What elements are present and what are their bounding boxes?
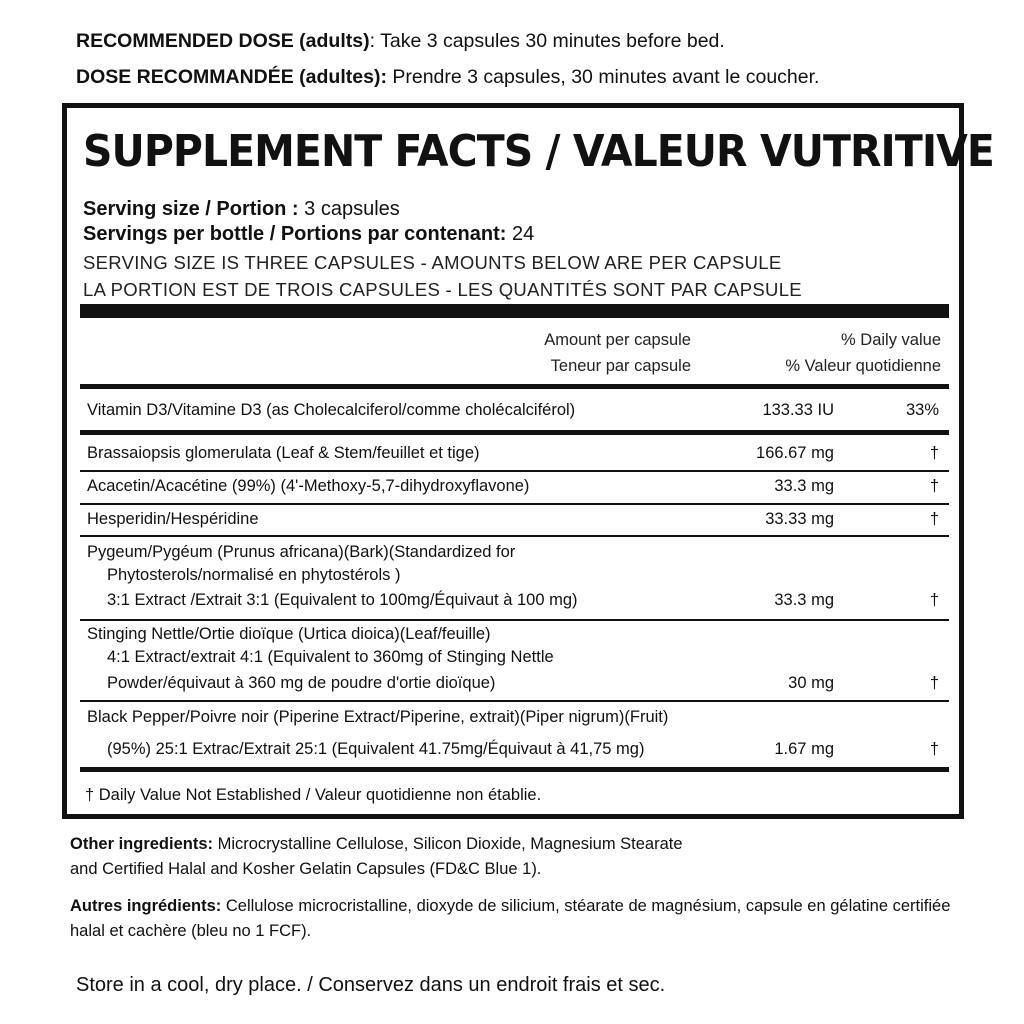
serving-size-value: 3 capsules (298, 198, 400, 220)
amount-vitamin-d3: 133.33 IU (762, 401, 834, 419)
header-dv-fr: % Valeur quotidienne (785, 357, 941, 375)
ingredient-detail-pygeum: Phytosterols/normalisé en phytostérols ) (107, 566, 401, 584)
row-divider (80, 470, 949, 472)
footnote: † Daily Value Not Established / Valeur quotidienne non établie. (85, 786, 542, 804)
serving-note-en: SERVING SIZE IS THREE CAPSULES - AMOUNTS BELOW ARE PER CAPSULE (83, 252, 782, 273)
thick-divider (80, 304, 949, 318)
ingredient-name-brassaiopsis: Brassaiopsis glomerulata (Leaf & Stem/feuillet et tige) (87, 444, 480, 462)
dv-hesperidin: † (929, 510, 939, 528)
recommended-dose-fr (76, 65, 819, 89)
ingredient-detail-stinging-nettle: 4:1 Extract/extrait 4:1 (Equivalent to 360mg of Stinging Nettle (107, 648, 554, 666)
header-amount-fr: Teneur par capsule (550, 357, 691, 375)
dv-black-pepper: † (929, 740, 939, 758)
amount-hesperidin: 33.33 mg (765, 510, 834, 528)
dose-fr-label: DOSE RECOMMANDÉE (adultes): (76, 66, 387, 88)
amount-acacetin: 33.3 mg (774, 477, 834, 495)
row-divider (80, 503, 949, 505)
row-divider (80, 700, 949, 702)
serving-size-label: Serving size / Portion : (83, 198, 299, 220)
header-divider (80, 384, 949, 389)
dv-brassaiopsis: † (929, 444, 939, 462)
dv-pygeum: † (929, 591, 939, 609)
dv-acacetin: † (929, 477, 939, 495)
dv-stinging-nettle: † (929, 674, 939, 692)
servings-label: Servings per bottle / Portions par contenant: (83, 223, 507, 245)
serving-size (83, 197, 400, 221)
ingredient-name-hesperidin: Hesperidin/Hespéridine (87, 510, 259, 528)
serving-note-fr: LA PORTION EST DE TROIS CAPSULES - LES QUANTITÉS SONT PAR CAPSULE (83, 279, 802, 300)
other-ingredients-text: Microcrystalline Cellulose, Silicon Dioxide, Magnesium Stearate and Certified Halal and Kosher Gelatin Capsules (FD&C Blue 1). (70, 835, 683, 878)
amount-black-pepper: 1.67 mg (774, 740, 834, 758)
dose-en-label: RECOMMENDED DOSE (adults) (76, 30, 370, 52)
ingredient-name-stinging-nettle: Stinging Nettle/Ortie dioïque (Urtica dioica)(Leaf/feuille) (87, 625, 491, 643)
other-ingredients-en (70, 832, 710, 882)
header-amount-en: Amount per capsule (544, 331, 691, 349)
dose-en-text: : Take 3 capsules 30 minutes before bed. (369, 30, 725, 52)
other-ingredients-label: Other ingredients: (70, 835, 214, 853)
storage-instructions: Store in a cool, dry place. / Conservez dans un endroit frais et sec. (76, 974, 666, 996)
ingredient-name-black-pepper: Black Pepper/Poivre noir (Piperine Extract/Piperine, extrait)(Piper nigrum)(Fruit) (87, 708, 669, 726)
nutrient-name-vitamin-d3: Vitamin D3/Vitamine D3 (as Cholecalciferol/comme cholécalciférol) (87, 401, 576, 419)
autres-ingredients-label: Autres ingrédients: (70, 897, 222, 915)
ingredient-name-pygeum: Pygeum/Pygéum (Prunus africana)(Bark)(Standardized for (87, 543, 516, 561)
vitamin-divider (80, 430, 949, 435)
other-ingredients-fr (70, 894, 960, 944)
ingredient-name-acacetin: Acacetin/Acacétine (99%) (4'-Methoxy-5,7-dihydroxyflavone) (87, 477, 530, 495)
supplement-facts-panel (62, 103, 994, 819)
amount-brassaiopsis: 166.67 mg (756, 444, 834, 462)
amount-stinging-nettle: 30 mg (788, 674, 834, 692)
ingredient-extract-pygeum: 3:1 Extract /Extrait 3:1 (Equivalent to 100mg/Équivaut à 100 mg) (107, 591, 578, 609)
facts-title: SUPPLEMENT FACTS / VALEUR VUTRITIVE (83, 126, 994, 177)
autres-ingredients-text: Cellulose microcristalline, dioxyde de silicium, stéarate de magnésium, capsule en gélatine certifiée halal et cachère (bleu no 1 FCF). (70, 897, 951, 940)
servings-value: 24 (506, 223, 535, 245)
footer-divider (80, 767, 949, 772)
ingredient-extract-stinging-nettle: Powder/équivaut à 360 mg de poudre d'ortie dioïque) (107, 674, 496, 692)
amount-pygeum: 33.3 mg (774, 591, 834, 609)
ingredient-extract-black-pepper: (95%) 25:1 Extrac/Extrait 25:1 (Equivalent 41.75mg/Équivaut à 41,75 mg) (107, 740, 645, 758)
header-dv-en: % Daily value (841, 331, 941, 349)
recommended-dose-en (76, 29, 725, 53)
dose-fr-text: Prendre 3 capsules, 30 minutes avant le coucher. (386, 66, 820, 88)
servings-per-bottle (83, 222, 534, 246)
dv-vitamin-d3: 33% (905, 401, 939, 419)
row-divider (80, 619, 949, 621)
row-divider (80, 535, 949, 537)
